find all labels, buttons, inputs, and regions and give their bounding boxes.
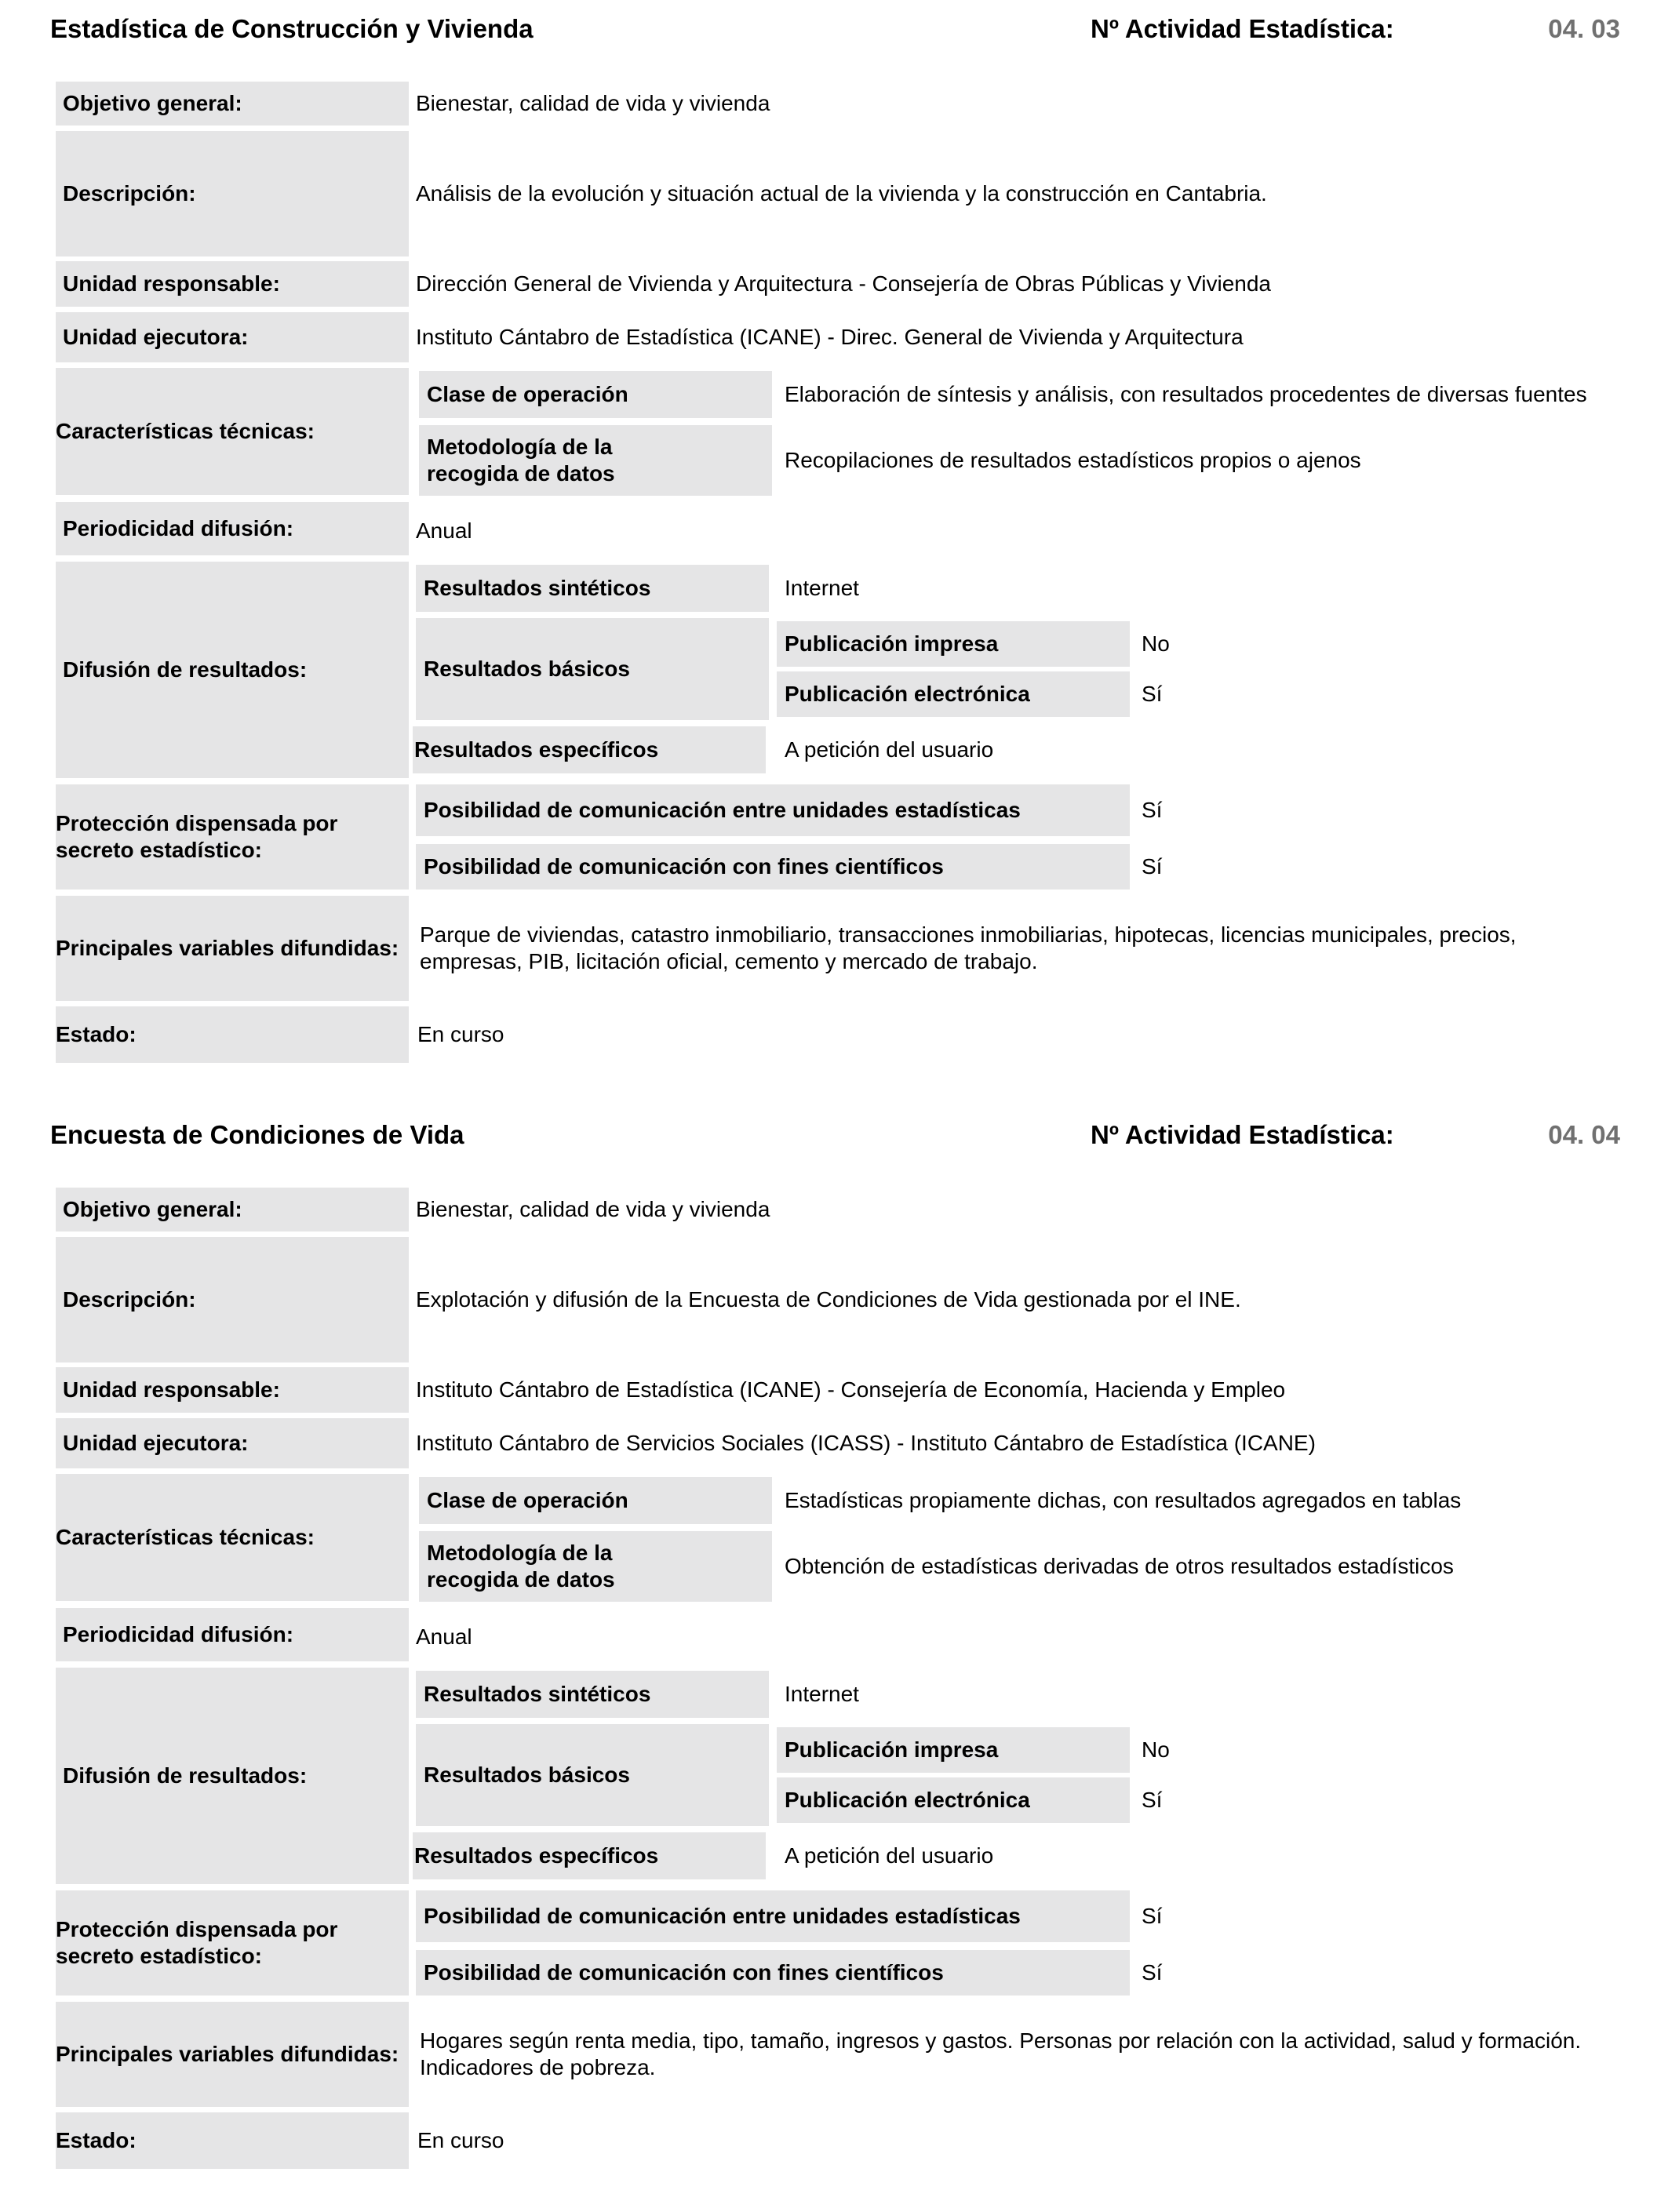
publicacion-impresa-label: Publicación impresa (777, 621, 1130, 667)
unidad-responsable-value: Instituto Cántabro de Estadística (ICANE) - Consejería de Economía, Hacienda y Empleo (416, 1377, 1286, 1402)
variables-value: Hogares según renta media, tipo, tamaño, ingresos y gastos. Personas por relación con la actividad, salud y formación. Indicadores de pobreza. (420, 2028, 1582, 2079)
comunicacion-unidades-label: Posibilidad de comunicación entre unidades estadísticas (416, 1890, 1130, 1942)
estado-value: En curso (417, 2128, 504, 2152)
unidad-responsable-label: Unidad responsable: (56, 1367, 409, 1413)
resultados-especificos-label: Resultados específicos (413, 1832, 766, 1879)
publicacion-electronica-label: Publicación electrónica (777, 1777, 1130, 1823)
comunicacion-cientificos-value: Sí (1142, 1960, 1163, 1985)
resultados-sinteticos-value: Internet (785, 1682, 859, 1706)
unidad-responsable-value: Dirección General de Vivienda y Arquitectura - Consejería de Obras Públicas y Vivienda (416, 271, 1271, 296)
descripcion-label: Descripción: (56, 131, 409, 256)
resultados-sinteticos-label: Resultados sintéticos (416, 1671, 769, 1718)
estado-value: En curso (417, 1022, 504, 1046)
objetivo-value: Bienestar, calidad de vida y vivienda (416, 91, 770, 115)
variables-label: Principales variables difundidas: (56, 896, 409, 1001)
activity-number: 04. 03 (1548, 14, 1620, 43)
comunicacion-cientificos-value: Sí (1142, 854, 1163, 879)
unidad-ejecutora-value: Instituto Cántabro de Estadística (ICANE) - Direc. General de Vivienda y Arquitectura (416, 325, 1244, 349)
objetivo-label: Objetivo general: (56, 1188, 409, 1232)
clase-operacion-label: Clase de operación (419, 1477, 772, 1524)
periodicidad-value: Anual (416, 1624, 472, 1649)
clase-operacion-value: Estadísticas propiamente dichas, con resultados agregados en tablas (785, 1488, 1462, 1512)
resultados-basicos-label: Resultados básicos (416, 618, 769, 720)
variables-label: Principales variables difundidas: (56, 2002, 409, 2107)
unidad-responsable-label: Unidad responsable: (56, 261, 409, 307)
estado-label: Estado: (56, 1006, 409, 1063)
unidad-ejecutora-label: Unidad ejecutora: (56, 1418, 409, 1468)
difusion-label: Difusión de resultados: (56, 1668, 409, 1884)
operation-title: Encuesta de Condiciones de Vida (50, 1120, 464, 1149)
comunicacion-cientificos-label: Posibilidad de comunicación con fines científicos (416, 844, 1130, 890)
resultados-especificos-value: A petición del usuario (785, 737, 994, 762)
comunicacion-cientificos-label: Posibilidad de comunicación con fines científicos (416, 1950, 1130, 1996)
proteccion-label: Protección dispensada por secreto estadístico: (56, 1890, 409, 1996)
metodologia-label: Metodología de la recogida de datos (419, 1531, 772, 1602)
unidad-ejecutora-label: Unidad ejecutora: (56, 312, 409, 362)
objetivo-label: Objetivo general: (56, 82, 409, 126)
descripcion-value: Explotación y difusión de la Encuesta de Condiciones de Vida gestionada por el INE. (416, 1287, 1241, 1312)
unidad-ejecutora-value: Instituto Cántabro de Servicios Sociales (ICASS) - Instituto Cántabro de Estadística (ICANE) (416, 1431, 1316, 1455)
estado-label: Estado: (56, 2112, 409, 2169)
caracteristicas-label: Características técnicas: (56, 1474, 409, 1601)
comunicacion-unidades-value: Sí (1142, 1904, 1163, 1928)
activity-number-label: Nº Actividad Estadística: (1091, 14, 1394, 43)
publicacion-impresa-label: Publicación impresa (777, 1727, 1130, 1773)
activity-number-label: Nº Actividad Estadística: (1091, 1120, 1394, 1149)
metodologia-value: Recopilaciones de resultados estadísticos propios o ajenos (785, 448, 1361, 472)
clase-operacion-value: Elaboración de síntesis y análisis, con resultados procedentes de diversas fuentes (785, 382, 1587, 406)
proteccion-label: Protección dispensada por secreto estadístico: (56, 784, 409, 890)
resultados-especificos-value: A petición del usuario (785, 1843, 994, 1868)
resultados-basicos-label: Resultados básicos (416, 1724, 769, 1826)
publicacion-impresa-value: No (1142, 1737, 1170, 1762)
clase-operacion-label: Clase de operación (419, 371, 772, 418)
descripcion-label: Descripción: (56, 1237, 409, 1362)
resultados-sinteticos-value: Internet (785, 576, 859, 600)
operation-title: Estadística de Construcción y Vivienda (50, 14, 534, 43)
operation-section (0, 1106, 1668, 2212)
variables-value: Parque de viviendas, catastro inmobiliario, transacciones inmobiliarias, hipotecas, licencias municipales, precios, empresas, PIB, licitación oficial, cemento y mercado de trabajo. (420, 922, 1517, 973)
publicacion-electronica-value: Sí (1142, 1788, 1163, 1812)
comunicacion-unidades-label: Posibilidad de comunicación entre unidades estadísticas (416, 784, 1130, 836)
periodicidad-label: Periodicidad difusión: (56, 1608, 409, 1661)
resultados-especificos-label: Resultados específicos (413, 726, 766, 773)
descripcion-value: Análisis de la evolución y situación actual de la vivienda y la construcción en Cantabria. (416, 181, 1267, 206)
activity-number: 04. 04 (1548, 1120, 1620, 1149)
resultados-sinteticos-label: Resultados sintéticos (416, 565, 769, 612)
metodologia-value: Obtención de estadísticas derivadas de otros resultados estadísticos (785, 1554, 1454, 1578)
difusion-label: Difusión de resultados: (56, 562, 409, 778)
objetivo-value: Bienestar, calidad de vida y vivienda (416, 1197, 770, 1221)
periodicidad-label: Periodicidad difusión: (56, 502, 409, 555)
caracteristicas-label: Características técnicas: (56, 368, 409, 495)
metodologia-label: Metodología de la recogida de datos (419, 425, 772, 496)
publicacion-electronica-value: Sí (1142, 682, 1163, 706)
periodicidad-value: Anual (416, 518, 472, 543)
publicacion-electronica-label: Publicación electrónica (777, 671, 1130, 717)
comunicacion-unidades-value: Sí (1142, 798, 1163, 822)
publicacion-impresa-value: No (1142, 631, 1170, 656)
